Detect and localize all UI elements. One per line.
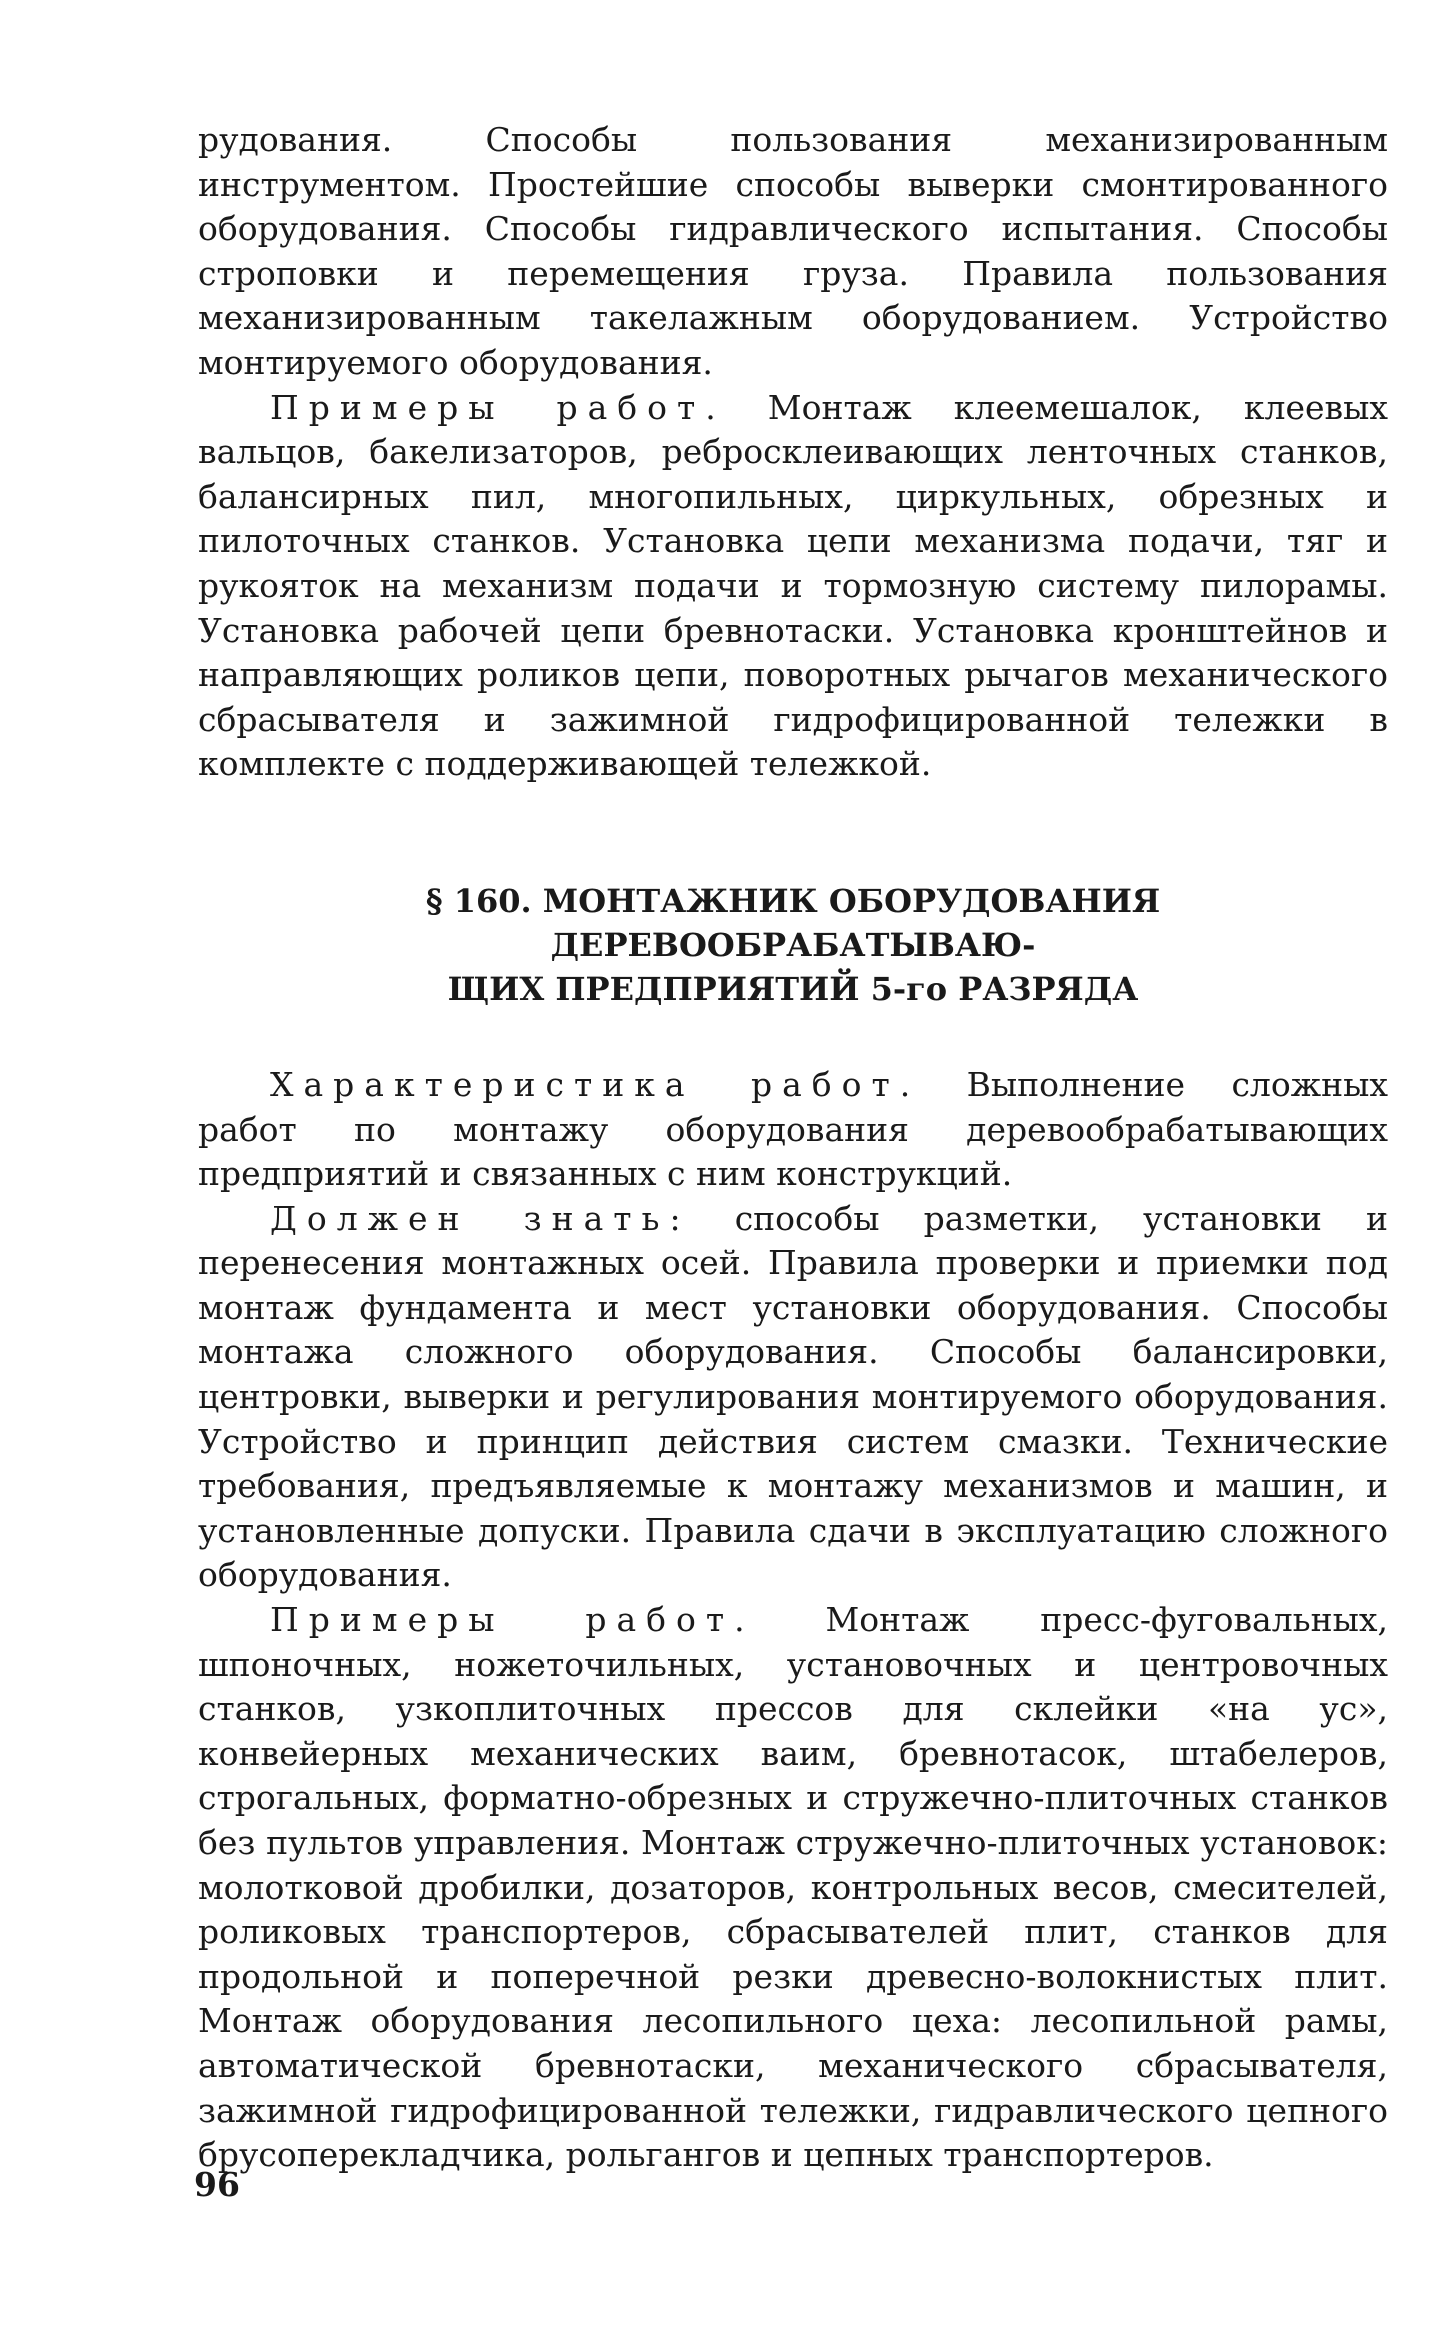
paragraph-must-know xyxy=(198,1197,1388,1598)
examples-label: Примеры работ. xyxy=(270,387,726,427)
section-heading xyxy=(198,879,1388,1011)
examples-text-2: Монтаж пресс-фуговальных, шпоночных, ножеточильных, установочных и центровочных станков, узкоплиточных прессов для склейки «на ус», конвейерных механических ваим, бревнотасок, штабелеров, строгальных, форматно-обрезных и стружечно-плиточных станков без пультов управления. Монтаж стружечно-плиточных установок: молотковой дробилки, дозаторов, контрольных весов, смесителей, роликовых транспортеров, сбрасывателей плит, станков для продольной и поперечной резки древесно-волокнистых плит. Монтаж оборудования лесопильного цеха: лесопильной рамы, автоматической бревнотаски, механического сбрасывателя, зажимной гидрофицированной тележки, гидравлического цепного брусоперекладчика, рольгангов и цепных транспортеров. xyxy=(198,1600,1388,2175)
must-know-label: Должен знать: xyxy=(270,1198,691,1238)
paragraph-examples-4th-grade xyxy=(198,386,1388,787)
page-body xyxy=(198,118,1388,2178)
characteristics-label: Характеристика работ. xyxy=(270,1064,921,1104)
examples-label-2: Примеры работ. xyxy=(270,1600,755,1640)
heading-line-2: ЩИХ ПРЕДПРИЯТИЙ 5-го РАЗРЯДА xyxy=(447,969,1139,1008)
paragraph-characteristics xyxy=(198,1063,1388,1197)
paragraph-continued: рудования. Способы пользования механизированным инструментом. Простейшие способы выверки смонтированного оборудования. Способы гидравлического испытания. Способы строповки и перемещения груза. Правила пользования механизированным такелажным оборудованием. Устройство монтируемого оборудования. xyxy=(198,120,1388,382)
characteristics-text: Выполнение сложных работ по монтажу оборудования деревообрабатывающих предприятий и связанных с ним конструкций. xyxy=(198,1064,1388,1194)
page-number: 96 xyxy=(194,2165,240,2204)
paragraph-examples-5th-grade xyxy=(198,1598,1388,2178)
heading-line-1: § 160. МОНТАЖНИК ОБОРУДОВАНИЯ ДЕРЕВООБРАБАТЫВАЮ- xyxy=(425,881,1161,964)
must-know-text: способы разметки, установки и перенесения монтажных осей. Правила проверки и приемки под монтаж фундамента и мест установки оборудования. Способы монтажа сложного оборудования. Способы балансировки, центровки, выверки и регулирования монтируемого оборудования. Устройство и принцип действия систем смазки. Технические требования, предъявляемые к монтажу механизмов и машин, и установленные допуски. Правила сдачи в эксплуатацию сложного оборудования. xyxy=(198,1198,1388,1595)
examples-text: Монтаж клеемешалок, клеевых вальцов, бакелизаторов, ребросклеивающих ленточных станков, балансирных пил, многопильных, циркульных, обрезных и пилоточных станков. Установка цепи механизма подачи, тяг и рукояток на механизм подачи и тормозную систему пилорамы. Установка рабочей цепи бревнотаски. Установка кронштейнов и направляющих роликов цепи, поворотных рычагов механического сбрасывателя и зажимной гидрофицированной тележки в комплекте с поддерживающей тележкой. xyxy=(198,387,1388,784)
